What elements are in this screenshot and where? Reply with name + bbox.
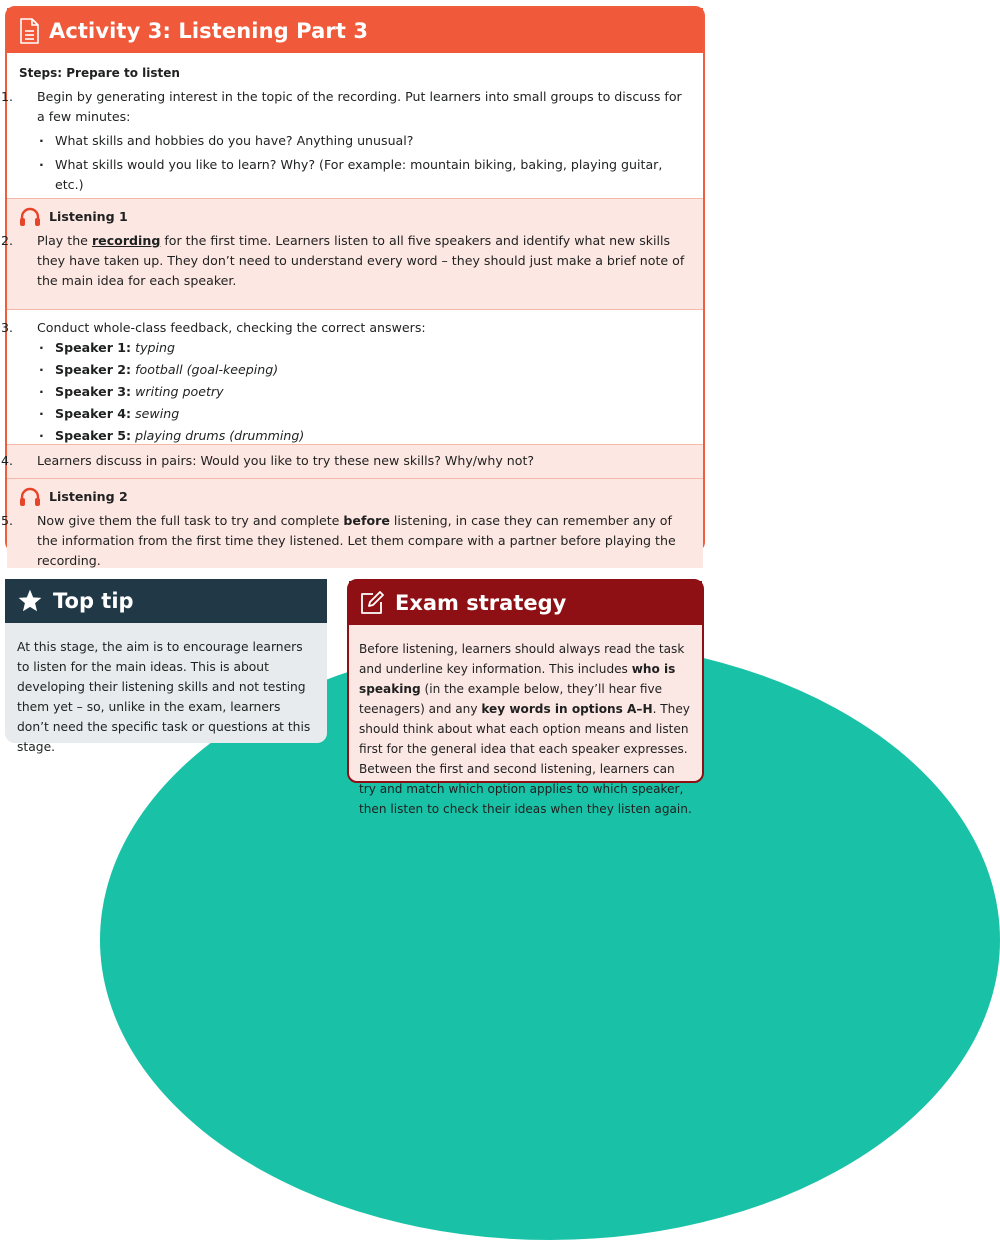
top-tip-body: At this stage, the aim is to encourage learners to listen for the main ideas. This is about developing their listening skills and not testing them yet – so, unlike in the exam, learners don’t need the specific task or questions at this stage. — [17, 640, 311, 754]
bullet-item: · What skills would you like to learn? Why? (For example: mountain biking, baking, playing guitar, etc.) — [37, 155, 693, 195]
exam-strategy-body: Before listening, learners should always read the task and underline key information. This includes who is speaking (in the example below, they’ll hear five teenagers) and any key words in options A–H. They should think about what each option means and listen first for the general idea that each speaker expresses. Between the first and second listening, learners can try and match which option applies to which speaker, then listen to check their ideas when they listen again. — [359, 642, 692, 816]
answers-list — [19, 338, 693, 446]
listening-1-section — [1, 198, 703, 309]
document-icon — [19, 18, 39, 44]
listening-1-heading: Listening 1 — [19, 199, 693, 227]
star-icon — [17, 588, 43, 614]
step-1-bullets — [19, 131, 693, 195]
recording-link[interactable]: recording — [91, 233, 161, 248]
top-tip-title: Top tip — [53, 589, 134, 613]
step-5: 5. Now give them the full task to try and complete before listening, in case they can remember any of the information from the first time they listened. Let them compare with a partner before playing the recording. — [1, 513, 676, 568]
bullet-item: · What skills and hobbies do you have? Anything unusual? — [37, 131, 693, 151]
step-4: 4. Learners discuss in pairs: Would you like to try these new skills? Why/why not? — [1, 453, 535, 468]
listening-2-heading: Listening 2 — [19, 479, 693, 507]
headphones-icon — [19, 487, 41, 507]
top-tip-header — [5, 579, 327, 623]
answer-item: · Speaker 2: football (goal-keeping) — [37, 360, 693, 380]
step-1: 1. Begin by generating interest in the topic of the recording. Put learners into small groups to discuss for a few minutes: — [1, 89, 682, 124]
step-3: 3. Conduct whole-class feedback, checking the correct answers: — [1, 320, 426, 335]
prepare-section — [1, 53, 703, 198]
answer-item: · Speaker 5: playing drums (drumming) — [37, 426, 693, 446]
activity-card — [1, 6, 705, 568]
answer-item: · Speaker 4: sewing — [37, 404, 693, 424]
exam-strategy-title: Exam strategy — [395, 591, 567, 615]
feedback-section — [1, 309, 703, 444]
listening-2-section — [1, 478, 703, 568]
edit-icon — [359, 590, 385, 616]
activity-header — [7, 8, 703, 53]
activity-title: Activity 3: Listening Part 3 — [49, 18, 369, 43]
answer-item: · Speaker 3: writing poetry — [37, 382, 693, 402]
step-2: 2. Play the recording for the first time. Learners listen to all five speakers and identify what new skills they have taken up. They don’t need to understand every word – they should just make a brief note of the main idea for each speaker. — [1, 233, 685, 288]
answer-item: · Speaker 1: typing — [37, 338, 693, 358]
top-tip-box — [5, 579, 327, 754]
exam-strategy-box — [347, 579, 704, 816]
exam-strategy-header — [349, 581, 702, 625]
headphones-icon — [19, 207, 41, 227]
steps-title: Steps: Prepare to listen — [19, 66, 180, 80]
discuss-section — [1, 444, 703, 478]
